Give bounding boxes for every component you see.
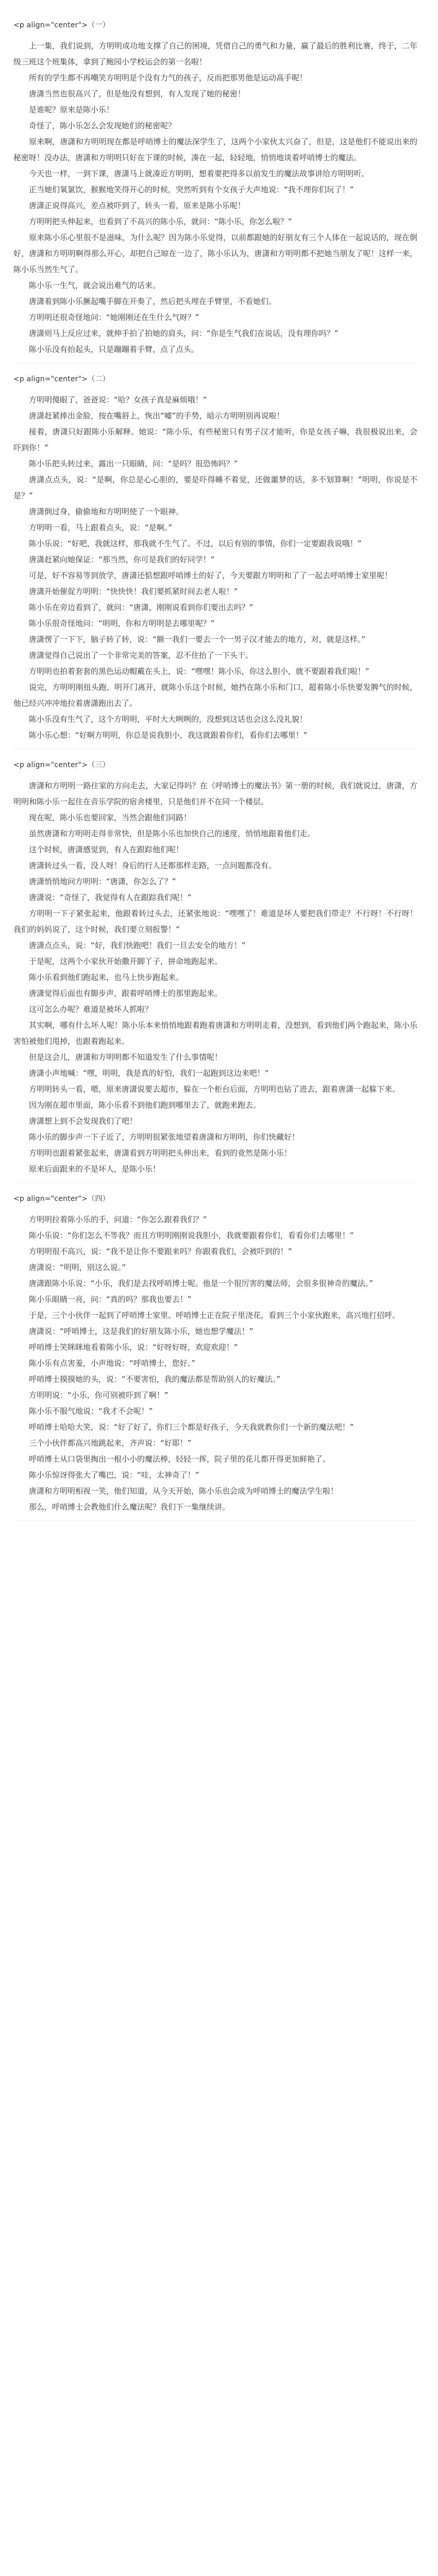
story-paragraph: 唐潇和方明明相视一笑，他们知道，从今天开始，陈小乐也会成为呼哨博士的魔法学生啦！ <box>29 1486 339 1496</box>
story-paragraph: 是谁呢？原来是陈小乐！ <box>29 105 114 114</box>
story-paragraph: 方明明还很奇怪地问：“她刚刚还在生什么气呀？” <box>29 313 199 322</box>
story-paragraph: 唐潇点点头，说：“是啊，你总是心心胆的，要是吓得睡不着觉，还做噩梦的话，多不划算啊！”明明，你说是不是？” <box>13 475 417 500</box>
story-paragraph: 陈小乐不服气地说：“我才不会呢！” <box>29 1406 153 1416</box>
story-paragraph: 方明明转头一看，嗯，原来唐潇说要去超市，躲在一个柜台后面，方明明也钻了进去，跟着唐潇一起躲下来。 <box>29 1084 400 1094</box>
story-paragraph: 接着，唐潇只好跟陈小乐解释。她说：“陈小乐，有些秘密只有男子汉才能听，你是女孩子嘛，我很极说出来，会吓到你！” <box>13 427 417 452</box>
story-paragraph: 陈小乐心想：“好啊方明明，你总是说我胆小，我这就跟着你们，看你们去哪里！” <box>29 731 308 740</box>
story-paragraph: 方明明傻眼了，爸爸说：“哈？女孩子真是麻烦哦！” <box>29 395 207 404</box>
story-paragraph: 方明明说：“小乐，你可别被吓到了啊！” <box>29 1391 169 1400</box>
story-part-2 <box>13 374 417 749</box>
story-paragraph: 方明明也拍着套套的黑色运动帽戴在头上，说：“嘿嘿！陈小乐，你这么胆小，就不要跟着我们啦！” <box>29 667 369 676</box>
story-paragraph: 正当她们氧氯饮，猴猴地笑得开心的时候，突然听到有个女孩子大声地说：“我不理你们玩了！” <box>29 185 354 194</box>
story-paragraph: 唐潇觉得后面也有脚步声，跟着呼哨博士的那里跑起来。 <box>29 989 223 998</box>
story-paragraph: 于是呢，这两个小家伙开始撒开脚丫子，拼命地跑起来。 <box>29 957 223 966</box>
part-heading: <p align="center">（一） <box>13 21 110 29</box>
story-paragraph: 陈小乐一生气，就会说出难气的话来。 <box>29 281 161 290</box>
story-part-1 <box>13 20 417 363</box>
story-paragraph: 唐潇和方明明一路往家的方向走去，大家记得吗？在《呼哨博士的魔法书》第一册的时候，我们就说过，唐潇，方明明和陈小乐一起住在音乐学院的宿舍楼里，只是他们并不在同一个楼层。 <box>13 781 417 806</box>
story-paragraph: 唐潇开始催促方明明：“快快快！我们要抓紧时间去老人啦！” <box>29 587 238 596</box>
story-paragraph: 原来后面跟来的不是坏人，是陈小乐！ <box>29 1164 161 1174</box>
story-paragraph: 呼哨博士从口袋里掏出一根小小的魔法棒，轻轻一挥，院子里的花儿都开得更加鲜艳了。 <box>29 1454 331 1464</box>
part-heading: <p align="center">（四） <box>13 1195 110 1203</box>
story-part-4 <box>13 1193 417 1521</box>
story-paragraph: 奇怪了，陈小乐怎么会发现她们的秘密呢？ <box>29 121 176 130</box>
story-paragraph: 唐潇赶紧捧出金脸，按在嘴唇上，恢出“嘘”的手势，暗示方明明别再说啦！ <box>29 411 284 420</box>
story-paragraph: 方明明一看，马上跟着点头，说：“是啊。” <box>29 523 173 532</box>
story-paragraph: 唐潇转过头一看，没人呀！身后的行人还都那样走路，一点问题都没有。 <box>29 861 277 870</box>
story-paragraph: 唐潇愣了一下下，脑子转了转，说：“额一我们一要去一个一男子汉才能去的地方，对，就是这样。” <box>29 635 366 644</box>
story-paragraph: 陈小乐惊讶得张大了嘴巴，说：“哇，太神奇了！” <box>29 1470 199 1480</box>
story-paragraph: 方明明一下子紧张起来，他跟着转过头去，还紧张地说：“嘿嘿了！难道是坏人要把我们带走？不行呀！不行呀！我们的妈妈说了，这个时候，我们要立刻报警！” <box>13 909 417 934</box>
story-paragraph: 唐潇说：“呼哨博士，这是我们的好朋友陈小乐，她也想学魔法！” <box>29 1327 254 1336</box>
story-paragraph: 陈小乐在旁边看到了，就问：“唐潇，刚刚说看到你们要出去吗？” <box>29 603 254 612</box>
story-paragraph: 唐潇想上到不会发现我们了吧！ <box>29 1116 138 1126</box>
story-paragraph: 唐潇悄悄地问方明明：“唐潇，你怎么了？” <box>29 877 176 886</box>
story-paragraph: 三个小伙伴都高兴地跳起来，齐声说：“好耶！” <box>29 1438 192 1448</box>
story-paragraph: 所有的学生都不再嘲笑方明明是个没有力气的孩子，反而把那男他是运动高手呢！ <box>29 73 308 82</box>
story-paragraph: 说完，方明明刚扭头跑，明开门离开，就陈小乐这个时候，她挡在陈小乐和门口，超着陈小乐快要发脾气的时候，他已经兴冲冲地拉着唐潇跑出去了。 <box>13 683 417 708</box>
story-paragraph: 上一集，我们说到，方明明成功地支撑了自己的困境，凭借自己的勇气和力量，赢了最后的胜利比赛，终于，二年级三班这个班集体，拿到了鲍园小学校运会的第一名啦！ <box>13 41 417 66</box>
story-paragraph: 呼哨博士摸摸她的头，说：“不要害怕，我的魔法都是帮助别人的好魔法。” <box>29 1375 281 1384</box>
story-paragraph: 原来陈小乐心里很不是滋味，为什么呢？因为陈小乐觉得，以前都跟她的好朋友有三个人体在一起说话的，现在倒好，唐潇和方明明啊得那么开心，却把自己晾在一边了，陈小乐认为，唐潇和方明明都不把她当朋友了呢！这样一来，陈小乐当然生气了。 <box>13 233 417 274</box>
part-heading: <p align="center">（三） <box>13 761 110 769</box>
story-paragraph: 唐潇倒过身，偷偷地和方明明使了一个眼神。 <box>29 507 184 516</box>
story-paragraph: 呼哨博士哈哈大笑，说：“好了好了，你们三个都是好孩子，今天我就教你们一个新的魔法吧！” <box>29 1422 354 1432</box>
story-paragraph: 这可怎么办呢？难道是被坏人抓啦？ <box>29 1005 153 1014</box>
story-paragraph: 这个时候，唐潇感觉到，有人在跟踪他们呢！ <box>29 845 184 854</box>
story-paragraph: 陈小乐没有抬起头，只是蹦蹦着手臂，点了点头。 <box>29 345 199 354</box>
story-paragraph: 但是这会儿，唐潇和方明明都不知道发生了什么事情呢！ <box>29 1053 223 1062</box>
story-paragraph: 方明明把头伸起来，也看到了不高兴的陈小乐，就问：“陈小乐，你怎么啦？” <box>29 217 292 226</box>
story-paragraph: 陈小乐眼睛一亮，问：“真的吗？那我也要去！” <box>29 1295 192 1304</box>
story-paragraph: 可是，好不容易等到放学，唐潇还惦想跟呼哨博士的好了，今天要跟方明明和了了一起去呼哨博士家里呢！ <box>29 571 393 580</box>
story-paragraph: 陈小乐把头转过来，露出一只眼睛，问：“是吗？很恐怖吗？” <box>29 459 238 468</box>
story-paragraph: 呼哨博士笑眯眯地看着陈小乐，说：“好呀好呀，欢迎欢迎！” <box>29 1343 238 1352</box>
story-paragraph: 陈小乐说：“好吧，我就这样，那我就不生气了。不过，以后有别的事情，你们一定要跟我说哦！” <box>29 539 362 548</box>
story-paragraph: 陈小乐的脚步声一下子近了，方明明很紧张地望着唐潇和方明明，你们快藏好！ <box>29 1132 300 1142</box>
story-paragraph: 虽然唐潇和方明明走得非常快，但是陈小乐也加快自己的速度，悄悄地跟着他们走。 <box>29 829 315 838</box>
story-part-3 <box>13 759 417 1183</box>
story-paragraph: 陈小乐看到他们跑起来，也马上快步跑起来。 <box>29 973 184 982</box>
section-divider <box>13 1520 417 1521</box>
story-paragraph: 方明明拉着陈小乐的手，问道：“你怎么跟着我们？” <box>29 1215 207 1224</box>
story-paragraph: 唐潇正说得高兴，差点被吓到了，转头一看，原来是陈小乐呢！ <box>29 201 246 210</box>
story-paragraph: 唐潇赶紧向她保证：“那当然，你可是我们的好同学！” <box>29 555 215 564</box>
story-paragraph: 今天也一样，一到下课，唐潇马上就凑近方明明，想着要把得多以前发生的魔法故事讲给方明明听。 <box>29 169 369 178</box>
story-paragraph: 唐潇说：“明明，别这么说。” <box>29 1263 126 1272</box>
story-paragraph: 唐潇当然也很高兴了，但是他没有想到，有人发现了她的秘密！ <box>29 89 246 98</box>
story-paragraph: 方明明也跟着紧张起来，唐潇看到方明明把头伸出来，看到的竟然是陈小乐！ <box>29 1148 292 1158</box>
story-paragraph: 现在呢，陈小乐也要回家，当然会跟他们同路！ <box>29 813 192 822</box>
story-paragraph: 唐潇小声地喊：“嘿，明明，我是真的好怕，我们一起跑到这边来吧！” <box>29 1069 269 1078</box>
story-paragraph: 那么，呼哨博士会教他们什么魔法呢？我们下一集继续讲。 <box>29 1502 230 1512</box>
story-paragraph: 陈小乐很奇怪地问：“明明，你和方明明是去哪里呢？” <box>29 619 215 628</box>
section-divider <box>13 1182 417 1183</box>
story-paragraph: 唐潇觉得自己说出了一个非常完美的答案，忍不住抬了一下头干。 <box>29 651 254 660</box>
story-paragraph: 唐潇点点头，说：“好，我们快跑吧！我们一旦去安全的地方！” <box>29 941 246 950</box>
story-paragraph: 唐潇跟陈小乐说：“小乐，我们是去找呼哨博士呢。他是一个很厉害的魔法师，会很多很神奇的魔法。” <box>29 1279 374 1288</box>
story-paragraph: 方明明很不高兴，说：“我不是让你不要跟来吗？你跟着我们，会被吓到的！” <box>29 1247 292 1256</box>
story-paragraph: 陈小乐说：“你们怎么不等我？而且方明明刚刚说我胆小，我就要跟着你们，看看你们去哪里！” <box>29 1231 354 1240</box>
story-paragraph: 唐潇说：“奇怪了，我觉得有人在跟踪我们呢！” <box>29 893 192 902</box>
story-paragraph: 于是，三个小伙伴一起到了呼哨博士家里。呼哨博士正在院子里浇花，看到三个小家伙跑来，高兴地打招呼。 <box>29 1311 400 1320</box>
story-paragraph: 其实啊，哪有什么坏人呢！陈小乐本来悄悄地跟着跑着唐潇和方明明走着，没想到，看到他们两个跑起来，陈小乐害怕被他们甩掉，也跟着跑起来。 <box>13 1021 417 1046</box>
story-paragraph: 陈小乐没有生气了，这个方明明，平时大大咧咧的，没想到这话也会这么没礼貌！ <box>29 715 308 724</box>
part-heading: <p align="center">（二） <box>13 375 110 383</box>
story-paragraph: 因为刚在超市里面，陈小乐看不到他们跑到哪里去了，就跑来跑去。 <box>29 1100 261 1110</box>
story-paragraph: 原来啊，唐潇和方明明现在都是呼哨博士的魔法深学生了，这两个小家伙太兴奋了，但是，这是他们不能说出来的秘密呀！没办法，唐潇和方明明只好在下课的时候，凑在一起，轻轻地，悄悄地谈着呼哨博士的魔法。 <box>13 137 417 162</box>
story-paragraph: 唐潇则马上反应过来，就伸手拍了拍她的肩头，问：“你是生气我们在说话，没有理你吗？” <box>29 329 339 338</box>
story-paragraph: 陈小乐有点害羞，小声地说：“呼哨博士，您好。” <box>29 1359 196 1368</box>
story-paragraph: 唐潇着到陈小乐撅起嘴手脚在开奏了，然后把头埋在手臂里，不看她们。 <box>29 297 277 306</box>
